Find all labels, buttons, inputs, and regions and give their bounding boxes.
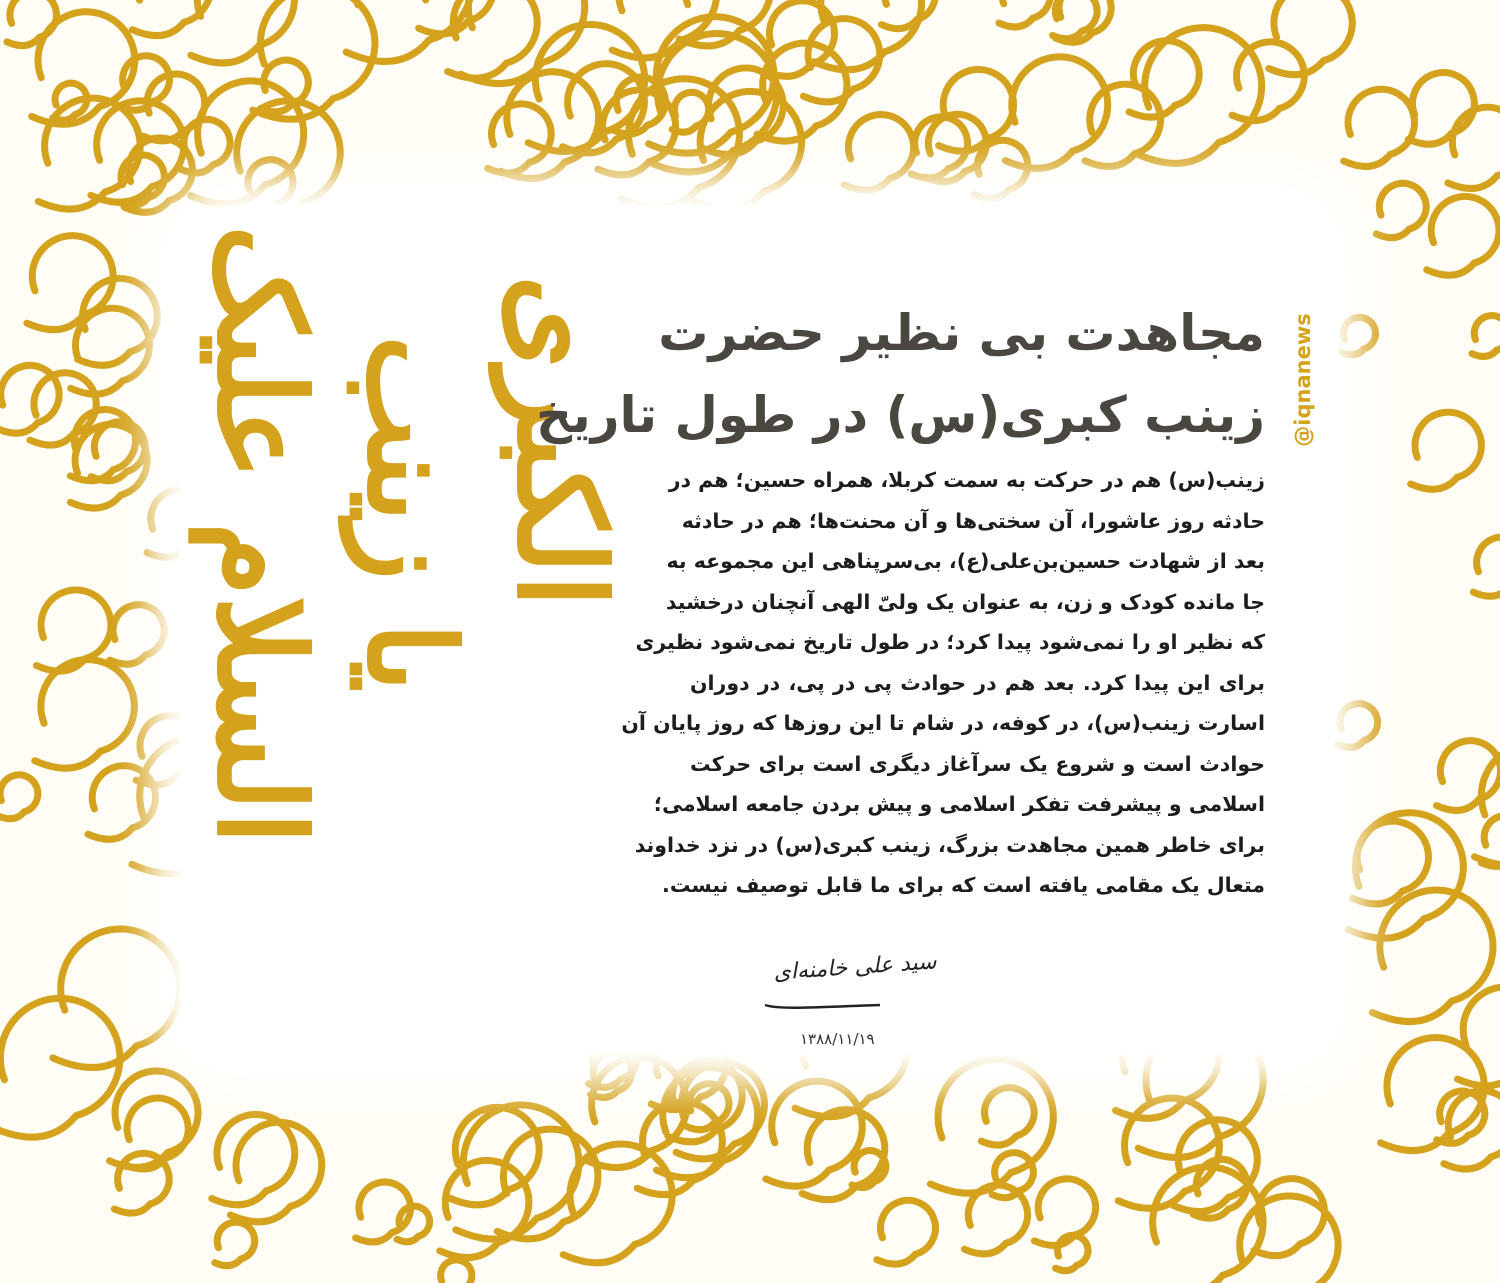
body-line: برای خاطر همین مجاهدت بزرگ، زینب کبری(س) در نزد خداوند [634,832,1265,857]
body-line: جا مانده کودک و زن، به عنوان یک ولیّ الهی آنچنان درخشید [665,589,1265,614]
handle-text: @iqnanews [1291,313,1315,447]
ornament-scroll [488,104,551,173]
ornament-scroll [110,605,165,664]
ornament-scroll [1436,741,1500,811]
body-line: اسلامی و پیشرفت تفکر اسلامی و پیش بردن جامعه اسلامی؛ [653,792,1265,816]
ornament-scroll [1448,107,1500,188]
ornament-scroll [877,1200,935,1264]
ornament-scroll [814,0,921,70]
ornament-scroll [1129,41,1199,117]
ornament-scroll [1411,412,1482,489]
ornament-scroll [439,1260,472,1283]
social-handle [1288,300,1318,460]
ornament-scroll [215,1222,255,1266]
ornament-scroll [1341,317,1375,354]
body-line: که نظیر او را نمی‌شود پیدا کرد؛ در طول تاریخ نمی‌شود نظیری [635,630,1265,654]
ornament-scroll [1232,42,1304,121]
ornament-scroll [1472,316,1500,357]
ornament-scroll [999,0,1051,27]
ornament-scroll [766,1081,862,1186]
calligraphy-line: السلام علیک [190,225,331,845]
ornament-scroll [1085,84,1160,166]
body-line: برای این پیدا کرد. بعد هم در حوادث پی در پی، در دوران [690,670,1265,695]
body-line: زینب(س) هم در حرکت به سمت کربلا، همراه حسین؛ هم در [668,468,1265,492]
body-line: حادثه روز عاشورا، آن سختی‌ها و آن محنت‌ها؛ هم در حادثه [681,508,1265,533]
body-line: حوادث است و شروع یک سرآغاز دیگری است برای حرکت [690,751,1265,776]
calligraphy-line: الکبری [490,275,631,608]
ornament-scroll [1269,0,1352,75]
ornament-scroll [1427,196,1499,275]
ornament-scroll [7,0,56,46]
ornament-scroll [1344,89,1415,166]
ornament-scroll [440,1160,529,1257]
ornament-scroll [1348,813,1463,939]
ornament-scroll [844,115,913,191]
ornament-scroll [1376,183,1426,237]
ornament-scroll [881,0,935,29]
ornament-scroll [0,365,59,433]
ornament-scroll [0,775,38,819]
ornament-scroll [1408,73,1474,145]
body-line: متعال یک مقامی یافته است که برای ما قابل توصیف نیست. [662,873,1265,897]
body-line: اسارت زینب(س)، در کوفه، در شام تا این روزها که روز پایان آن [621,711,1265,735]
ornament-scroll [497,1129,598,1239]
signature-name: سید علی خامنه‌ای [772,949,938,986]
title-line-2: زینب کبری(س) در طول تاریخ [535,386,1265,444]
title-line-1: مجاهدت بی نظیر حضرت [658,304,1265,362]
ornament-scroll [35,660,135,769]
calligraphy-logo [190,215,640,1055]
body-line: بعد از شهادت حسین‌بن‌علی(ع)، بی‌سرپناهی این مجموعه به [666,549,1265,573]
ornament-scroll [1473,537,1500,596]
ornament-scroll [981,1088,1034,1146]
signature-date: ۱۳۸۸/۱۱/۱۹ [800,1030,875,1048]
ornament-scroll [181,119,230,173]
ornament-scroll [1337,704,1377,748]
calligraphy-line: یا زینب [340,335,481,693]
